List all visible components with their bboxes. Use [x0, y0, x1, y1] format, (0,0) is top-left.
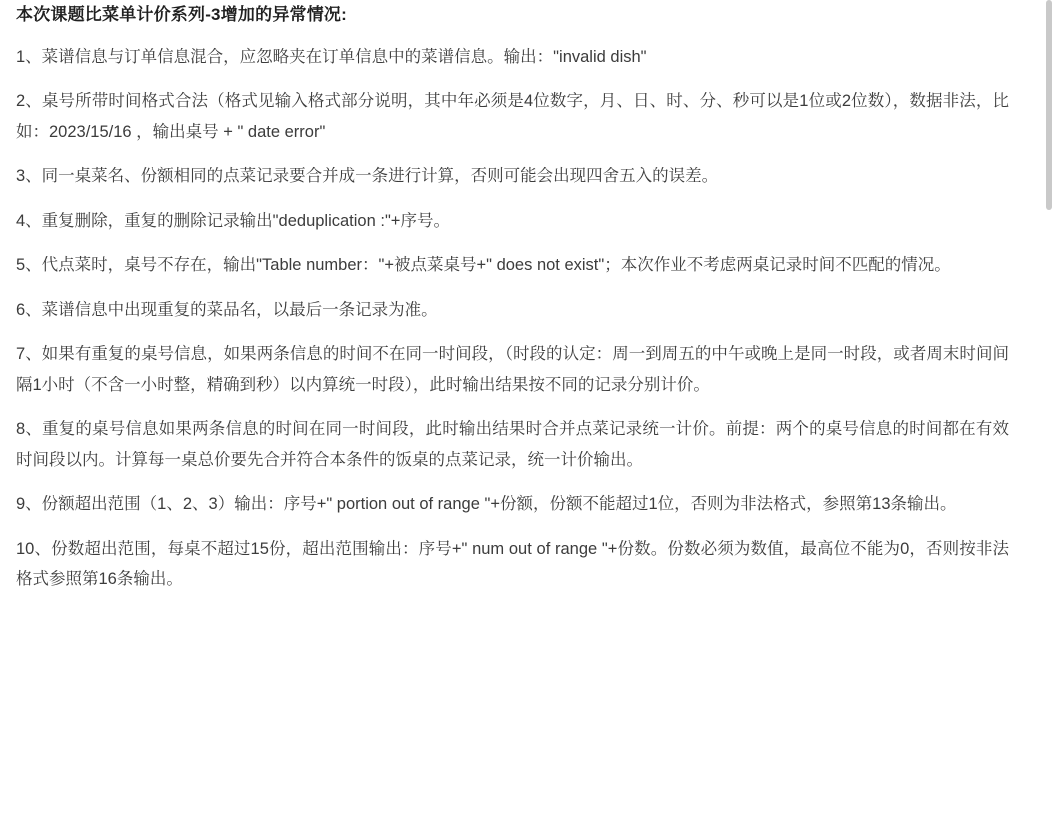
page-title: 本次课题比菜单计价系列-3增加的异常情况:: [16, 5, 347, 24]
rule-item: 4、重复删除，重复的删除记录输出"deduplication :"+序号。: [16, 211, 450, 230]
rule-item: 5、代点菜时，桌号不存在，输出"Table number："+被点菜桌号+" does not exist"；本次作业不考虑两桌记录时间不匹配的情况。: [16, 256, 951, 275]
rule-item: 8、重复的桌号信息如果两条信息的时间在同一时间段，此时输出结果时合并点菜记录统一计价。前提：两个的桌号信息的时间都在有效时间段以内。计算每一桌总价要先合并符合本条件的饭桌的点菜记录，统一计价输出。: [16, 420, 1009, 469]
scrollbar-thumb[interactable]: [1046, 0, 1052, 210]
rule-item: 6、菜谱信息中出现重复的菜品名，以最后一条记录为准。: [16, 300, 438, 319]
rule-item: 3、同一桌菜名、份额相同的点菜记录要合并成一条进行计算，否则可能会出现四舍五入的误差。: [16, 167, 719, 186]
rule-item: 2、桌号所带时间格式合法（格式见输入格式部分说明，其中年必须是4位数字，月、日、时、分、秒可以是1位或2位数），数据非法，比如：2023/15/16 ，输出桌号 + " date error": [16, 92, 1009, 141]
vertical-scrollbar[interactable]: [1044, 0, 1053, 830]
rule-item: 1、菜谱信息与订单信息混合，应忽略夹在订单信息中的菜谱信息。输出："invalid dish": [16, 47, 647, 66]
rule-item: 9、份额超出范围（1、2、3）输出：序号+" portion out of range "+份额，份额不能超过1位，否则为非法格式，参照第13条输出。: [16, 495, 957, 514]
rule-item: 10、份数超出范围，每桌不超过15份，超出范围输出：序号+" num out of range "+份数。份数必须为数值，最高位不能为0，否则按非法格式参照第16条输出。: [16, 539, 1009, 589]
rule-item: 7、如果有重复的桌号信息，如果两条信息的时间不在同一时间段，（时段的认定：周一到周五的中午或晚上是同一时段，或者周末时间间隔1小时（不含一小时整，精确到秒）以内算统一时段），此时输出结果按不同的记录分别计价。: [16, 345, 1009, 394]
